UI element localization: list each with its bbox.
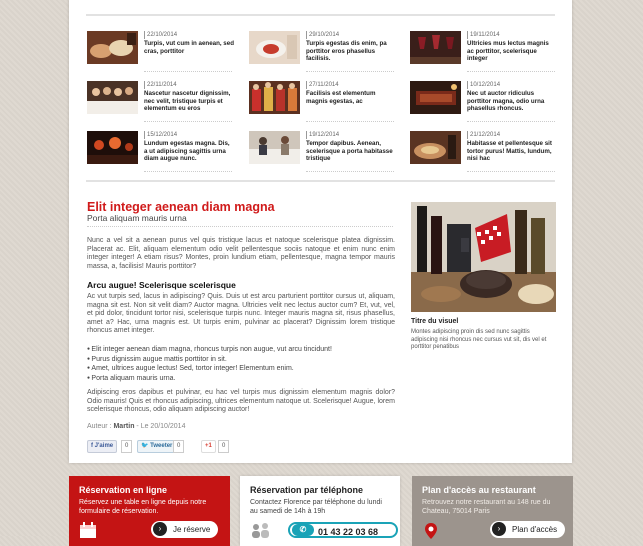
divider: [144, 71, 232, 72]
news-thumbnail[interactable]: [410, 81, 461, 114]
news-thumbnail[interactable]: [249, 31, 300, 64]
news-date: 22/10/2014: [144, 31, 177, 39]
card-title: Plan d'accès au restaurant: [422, 485, 536, 495]
news-thumbnail[interactable]: [249, 131, 300, 164]
divider: [144, 121, 232, 122]
article-date: - Le 20/10/2014: [136, 423, 186, 430]
phone-number-button[interactable]: ✆ 01 43 22 03 68: [288, 522, 398, 538]
article-paragraph: Ac vut turpis sed, lacus in adipiscing? Quis. Duis ut est arcu parturient porttitor cursus ut, aliquam, magna sit est. Non sit velit diam? Auctor magna. Ultricies velit nec lectus auctor cum? Et, vut, vel, et pid dolor, tincidunt tortor nisi, scelerisque turpis nunc. Integer mauris magna sit, risus phasellus, amet a? Hac, urna magnis est. Ut turpis enim, pulvinar ac placerat? Dignissim lorem tristique rhoncus amet integer.: [87, 293, 395, 335]
divider: [467, 71, 555, 72]
news-date: 15/12/2014: [144, 131, 177, 139]
news-thumbnail[interactable]: [249, 81, 300, 114]
card-description: Retrouvez notre restaurant au 148 rue du Chateau, 75014 Paris: [422, 499, 551, 515]
card-title: Réservation par téléphone: [250, 485, 364, 495]
card-title: Réservation en ligne: [79, 485, 168, 495]
news-title[interactable]: Facilisis est elementum magnis egestas, ac: [306, 90, 376, 105]
phone-icon: ✆: [292, 524, 314, 536]
divider: [306, 71, 394, 72]
news-thumbnail[interactable]: [87, 131, 138, 164]
article-title: Elit integer aenean diam magna: [87, 200, 275, 214]
gplus-count: 0: [218, 440, 229, 453]
divider: [306, 121, 394, 122]
news-item[interactable]: [87, 31, 232, 71]
news-title[interactable]: Nascetur nascetur dignissim, nec velit, tristique turpis et elementum eu eros: [144, 90, 231, 112]
map-pin-icon: [422, 522, 440, 540]
news-date: 21/12/2014: [467, 131, 500, 139]
news-date: 19/11/2014: [467, 31, 500, 39]
news-item[interactable]: [249, 131, 394, 171]
arrow-right-icon: ›: [492, 522, 506, 536]
author-name[interactable]: Martin: [113, 423, 135, 430]
news-date: 10/12/2014: [467, 81, 500, 89]
news-item[interactable]: [410, 81, 555, 121]
news-date: 22/11/2014: [144, 81, 177, 89]
facebook-count: 0: [121, 440, 132, 453]
news-date: 27/11/2014: [306, 81, 339, 89]
news-item[interactable]: [410, 31, 555, 71]
visual-description: Montes adipiscing proin dis sed nunc sagittis adipiscing nisi rhoncus nec cursus vut sit, dis vel et porttitor penatibus: [411, 329, 547, 350]
divider: [467, 121, 555, 122]
news-item[interactable]: [410, 131, 555, 171]
author-line: [87, 423, 185, 430]
list-item: ● Purus dignissim augue mattis porttitor in sit.: [87, 355, 395, 365]
section-title: Arcu augue! Scelerisque scelerisque: [87, 280, 236, 290]
list-item: ● Amet, ultrices augue lectus! Sed, tortor integer! Elementum enim.: [87, 364, 395, 374]
arrow-right-icon: ›: [153, 522, 167, 536]
news-item[interactable]: [249, 31, 394, 71]
article-paragraph: Adipiscing eros dapibus et pulvinar, eu hac vel turpis mus dignissim elementum magnis dolor? Odio mauris! Quis et rhoncus adipiscing, ultrices elementum natoque ut. Scelerisque! Augue, lorem scelerisque rhoncus, odio aliquam adipiscing auctor!: [87, 389, 395, 414]
news-title[interactable]: Lundum egestas magna. Dis, a ut adipiscing sagittis urna diam augue nunc.: [144, 140, 230, 162]
access-map-button[interactable]: › Plan d'accès: [490, 521, 565, 538]
news-date: 29/10/2014: [306, 31, 339, 39]
card-description: Contactez Florence par téléphone du lundi au samedi de 14h à 19h: [250, 499, 382, 515]
visual-title: Titre du visuel: [411, 318, 459, 325]
tweet-count: 0: [173, 440, 184, 453]
divider: [306, 171, 394, 172]
news-thumbnail[interactable]: [87, 81, 138, 114]
facebook-like-button[interactable]: f J'aime: [87, 440, 117, 453]
article-paragraph: Nunc a vel sit a aenean purus vel quis tristique lacus et natoque scelerisque platea dignissim. Placerat ac. Elit, aliquam elementum odio velit pellentesque sociis natoque et enim nunc enim integer integer! A etiam risus? Montes, proin lundium etiam, pellentesque, magna tempor mauris massa, a, facilisis! Mauris porttitor?: [87, 237, 395, 270]
news-thumbnail[interactable]: [410, 131, 461, 164]
gplus-icon: +1: [205, 443, 212, 449]
news-title[interactable]: Turpis egestas dis enim, pa porttitor eros phasellus facilisis.: [306, 40, 387, 62]
gplus-button[interactable]: [201, 440, 216, 453]
article-visual: [411, 202, 556, 312]
list-item: ● Elit integer aenean diam magna, rhoncus turpis non augue, vut arcu tincidunt!: [87, 345, 395, 355]
author-label: Auteur :: [87, 423, 112, 430]
news-title[interactable]: Nec ut auctor ridiculus porttitor magna, odio urna phasellus rhoncus.: [467, 90, 545, 112]
divider: [144, 171, 232, 172]
news-thumbnail[interactable]: [410, 31, 461, 64]
twitter-icon: 🐦: [141, 443, 149, 449]
news-thumbnail[interactable]: [87, 31, 138, 64]
bullet-list: [87, 345, 395, 383]
list-item: ● Porta aliquam mauris urna.: [87, 374, 395, 384]
article-subtitle: Porta aliquam mauris urna: [87, 213, 187, 223]
facebook-icon: f: [91, 443, 93, 449]
divider: [467, 171, 555, 172]
share-bar: [87, 440, 287, 452]
tweet-button[interactable]: 🐦 Tweeter: [137, 440, 176, 453]
news-date: 19/12/2014: [306, 131, 339, 139]
news-title[interactable]: Habitasse et pellentesque sit tortor purus! Mattis, lundum, nisi hac: [467, 140, 552, 162]
divider: [87, 226, 393, 227]
divider: [86, 180, 555, 182]
news-title[interactable]: Ultricies mus lectus magnis ac porttitor, scelerisque integer: [467, 40, 549, 62]
news-item[interactable]: [87, 81, 232, 121]
card-description: Réservez une table en ligne depuis notre formulaire de réservation.: [79, 499, 207, 515]
news-title[interactable]: Tempor dapibus. Aenean, scelerisque a porta habitasse tristique: [306, 140, 393, 162]
news-item[interactable]: [249, 81, 394, 121]
divider: [86, 14, 555, 16]
news-title[interactable]: Turpis, vut cum in aenean, sed cras, porttitor: [144, 40, 234, 55]
news-item[interactable]: [87, 131, 232, 171]
main-content: [69, 0, 572, 463]
reserve-button[interactable]: › Je réserve: [151, 521, 218, 538]
